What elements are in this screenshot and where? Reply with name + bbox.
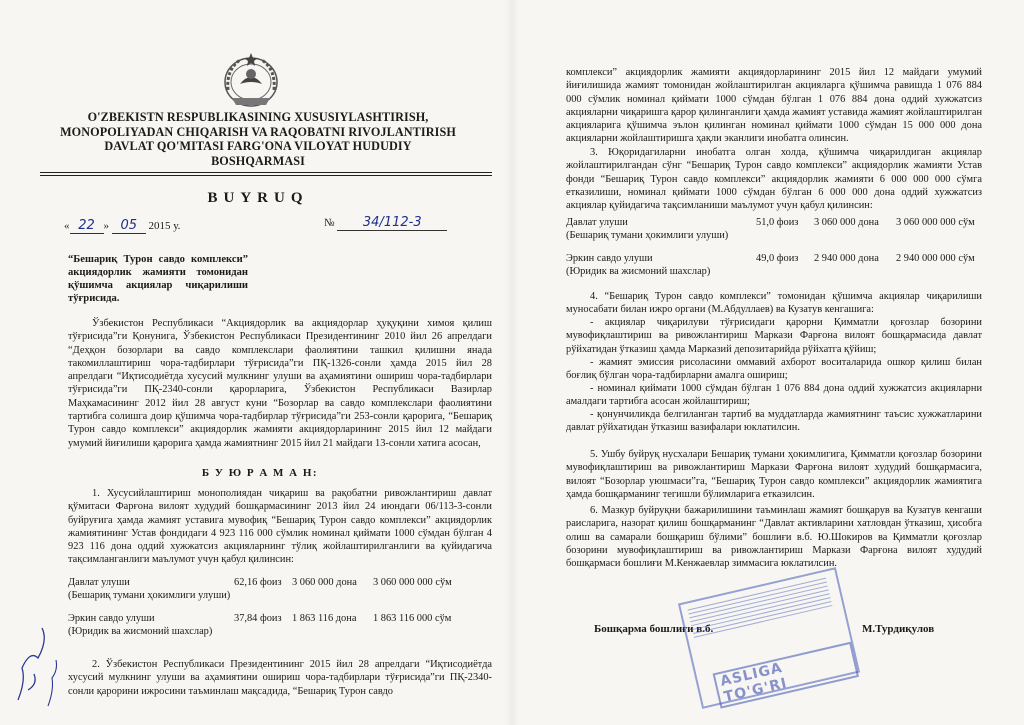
item-6-paragraph: 6. Мазкур буйруқни бажарилишини таъминлаш жамият бошқарув ва Кузатув кенгаши раисларига, назорат қилиш бошқарманинг “Давлат активларини хатловдан ўтказиш, ҳисобга олиш ва самарали бошқариш бўлими” бошлиғи в.б. Ю.Шокиров ва Қимматли қоғозлар бозорини мувофиқлаштириш ва ривожлантириш Маркази Фарғона вилоят худудий бошқармаси бошлиғи М.Кенжаевлар зиммасига юклатилсин. (566, 505, 982, 570)
table-cell-pct: 62,16 фоиз (234, 577, 282, 588)
table-cell-sum: 3 060 000 000 сўм (896, 217, 975, 228)
signature-title: Бошқарма бошлиғи в.б. (594, 623, 714, 635)
table-cell-name: Эркин савдо улуши (68, 613, 155, 624)
state-emblem-icon (216, 50, 286, 110)
document-number (324, 215, 447, 231)
table-cell-sum: 2 940 000 000 сўм (896, 253, 975, 264)
item-3-paragraph: 3. Юқоридагиларни инобатга олган холда, қўшимча чиқарилдиган акциялар жойлаштирилгандан сўнг “Бешариқ Турон савдо комплекси” акциядорлик жамияти Устав фонди “Бешариқ Турон савдо комплекси” акциядорлик жамияти 6 000 000 000 сўмга етказилиши, номинал қиймати 1000 сўмдан бўлган 6 000 000 дона оддий хужжатсиз акциялар қуйидагича тақсимланиши маълумот учун қабул қилинсин: (566, 147, 982, 212)
document-type-title: BUYRUQ (207, 190, 309, 206)
table-cell-qty: 1 863 116 дона (292, 613, 357, 624)
table-cell-sum: 1 863 116 000 сўм (373, 613, 452, 624)
item-4-bullet-1: - акциялар чиқарилуви тўғрисидаги қарорни Қимматли қоғозлар бозорини мувофиқлаштириш ва ривожлантириш Маркази Фарғона вилоят бошқармасида давлат рўйхатидан ўтказиш ҳамда Марказий депозитарийда рўйхатга қўйиш; (566, 317, 982, 355)
table-row-sub (566, 265, 996, 278)
table-row-sub (68, 625, 498, 638)
shares-table-2 (566, 216, 996, 278)
date-year: 2015 у. (148, 220, 181, 232)
item-2-continued: комплекси” акциядорлик жамияти акциядорларининг 2015 йил 12 майдаги умумий йиғилишида жамият томонидан жойлаштирилган акцияларга қўшимча равишда 1 076 884 000 сўмлик номинал қиймати 1000 сўмдан бўлган 1 076 884 дона оддий хужжатсиз акцияларни чиқаришга қарор қилинганлиги ҳамда жамият уставида жамият жойлаштирилган акцияларига қўшимча эълон қилинган номинал қиймати 1000 сўмдан 15 000 000 дона акцияларни жойлаштиришга ҳақли эканлиги инобатга олинсин. (566, 67, 982, 145)
item-4-bullet-4: - қонунчиликда белгиланган тартиб ва муддатларда жамиятнинг таъсис хужжатларини давлат рўйхатидан ўтказиш вазифалари юклатилсин. (566, 409, 982, 434)
table-cell-pct: 49,0 фоиз (756, 253, 799, 264)
stamp-text: ASLIGA TO'G'RI (713, 642, 859, 709)
handwritten-signature (8, 620, 66, 710)
table-row (68, 612, 498, 625)
stamp-small-print (688, 578, 833, 638)
subject-text: “Бешариқ Турон савдо комплекси” акциядорлик жамияти томонидан қўшимча акциялар чиқарилиши тўғрисида. (68, 254, 248, 304)
table-cell-name: Давлат улуши (68, 577, 130, 588)
table-cell-qty: 3 060 000 дона (814, 217, 879, 228)
item-5-paragraph: 5. Ушбу буйруқ нусхалари Бешариқ тумани ҳокимлигига, Қимматли қоғозлар бозорини мувофиқлаштириш ва ривожлантириш Маркази Фарғона вилоят худудий бошқармасига, вилоят “Бозорлар уюшмаси”га, “Бешариқ Турон савдо комплекси” акциядорлик жамиятига ҳамда бошқарманинг тегишли бўлимларига етказилсин. (566, 449, 982, 500)
table-cell-sub: (Юридик ва жисмоний шахслар) (68, 626, 213, 637)
item-4-intro: 4. “Бешариқ Турон савдо комплекси” томонидан қўшимча акциялар чиқарилиши муносабати билан ижро органи (М.Абдуллаев) ва Кузатув кенгашига: (566, 291, 982, 316)
organization-header (40, 110, 476, 168)
number-label: № (324, 217, 335, 229)
table-cell-pct: 37,84 фоиз (234, 613, 282, 624)
table-cell-sum: 3 060 000 000 сўм (373, 577, 452, 588)
table-cell-sub: (Бешариқ тумани ҳокимлиги улуши) (566, 230, 729, 241)
date-day: 22 (70, 218, 104, 234)
page-fold (505, 0, 519, 725)
org-line-2: MONOPOLIYADAN CHIQARISH VA RAQOBATNI RIVOJLANTIRISH (60, 124, 456, 139)
table-cell-pct: 51,0 фоиз (756, 217, 799, 228)
table-cell-name: Давлат улуши (566, 217, 628, 228)
item-2-paragraph: 2. Ўзбекистон Республикаси Президентининг 2015 йил 28 апрелдаги “Иқтисодиётда хусусий мулкнинг улуши ва аҳамиятини ошириш чора-тадбирлари тўғрисида”ги ПҚ-2340-сонли қарорини ижросини таъминлаш мақсадида, “Бешариқ Турон савдо (68, 659, 492, 697)
table-row-sub (68, 589, 498, 602)
certification-stamp (678, 567, 860, 709)
header-rule-top (40, 172, 492, 173)
number-value: 34/112-3 (337, 215, 447, 231)
item-1-paragraph: 1. Хусусийлаштириш монополиядан чиқариш ва рақобатни ривожлантириш давлат қўмитаси Фарғона вилоят худудий бошқармасининг 2013 йил 24 июндаги 06/113-3-сонли буйруғига ҳамда жамият уставига мувофиқ “Бешариқ Турон савдо комплекси” акциядорлик жамиятининг Устав фондидаги 4 923 116 000 сўмлик номинал қиймати 1000 сўмдан бўлган 4 923 116 дона оддий хужжатсиз акцияларнинг тўлиқ жойлаштирилганлиги ва қуйидагича тақсимланганлиги маълумот учун қабул қилинсин: (68, 488, 492, 566)
table-row-sub (566, 229, 996, 242)
item-4-bullet-3: - номинал қиймати 1000 сўмдан бўлган 1 076 884 дона оддий хужжатсиз акцияларни амалдаги тартибга асосан жойлаштириш; (566, 383, 982, 408)
item-4-bullet-2: - жамият эмиссия рисоласини оммавий ахборот воситаларида ошкор қилиш билан боғлиқ бўлган чора-тадбирларни амалга ошириш; (566, 357, 982, 382)
table-cell-name: Эркин савдо улуши (566, 253, 653, 264)
org-line-4: BOSHQARMASI (211, 153, 305, 168)
shares-table-1 (68, 576, 498, 638)
table-cell-qty: 3 060 000 дона (292, 577, 357, 588)
preamble-paragraph: Ўзбекистон Республикаси “Акциядорлик ва акциядорлар ҳуқуқини химоя қилиш тўғрисида”ги Қонунига, Ўзбекистон Республикаси Президентининг 2010 йил 26 апрелдаги “Деҳқон бозорлари ва савдо комплекслари фаолиятини ташкил қилишни янада такомиллаштириш чора-тадбирлари тўғрисида”ги ПҚ-1326-сонли ҳамда 2015 йил 28 апрелдаги “Иқтисодиётда хусусий мулкнинг улуши ва аҳамиятини ошириш чора-тадбирлари тўғрисида”ги ПҚ-2340-сонли қарорларига, Ўзбекистон Республикаси Вазирлар Маҳкамасининг 2012 йил 28 август куни “Бозорлар ва савдо комплекслари фаолиятини тартибга солишга доир қўшимча чора-тадбирлар тўғрисида”ги 253-сонли қарорига, “Бешариқ Турон савдо комплекси” акциядорлик жамияти акциядорларининг 2015 йил 12 майдаги умумий йиғилиши қарорига ҳамда жамиятнинг 2015 йил 21 майдаги 13-сонли хатига асосан, (68, 318, 492, 449)
signature-name: М.Турдиқулов (862, 623, 935, 635)
table-cell-qty: 2 940 000 дона (814, 253, 879, 264)
org-line-3: DAVLAT QO'MITASI FARG'ONA VILOYAT HUDUDIY (104, 139, 412, 154)
table-cell-sub: (Юридик ва жисмоний шахслар) (566, 266, 711, 277)
header-rule-bottom (40, 175, 492, 176)
table-row (566, 216, 996, 229)
date-month: 05 (112, 218, 146, 234)
order-title: Б У Ю Р А М А Н: (201, 467, 319, 479)
table-row (566, 252, 996, 265)
table-cell-sub: (Бешариқ тумани ҳокимлиги улуши) (68, 590, 231, 601)
org-line-1: O'ZBEKISTN RESPUBLIKASINING XUSUSIYLASHTIRISH, (87, 110, 429, 124)
table-row (68, 576, 498, 589)
document-date: « 22 » 05 2015 у. (64, 218, 181, 233)
